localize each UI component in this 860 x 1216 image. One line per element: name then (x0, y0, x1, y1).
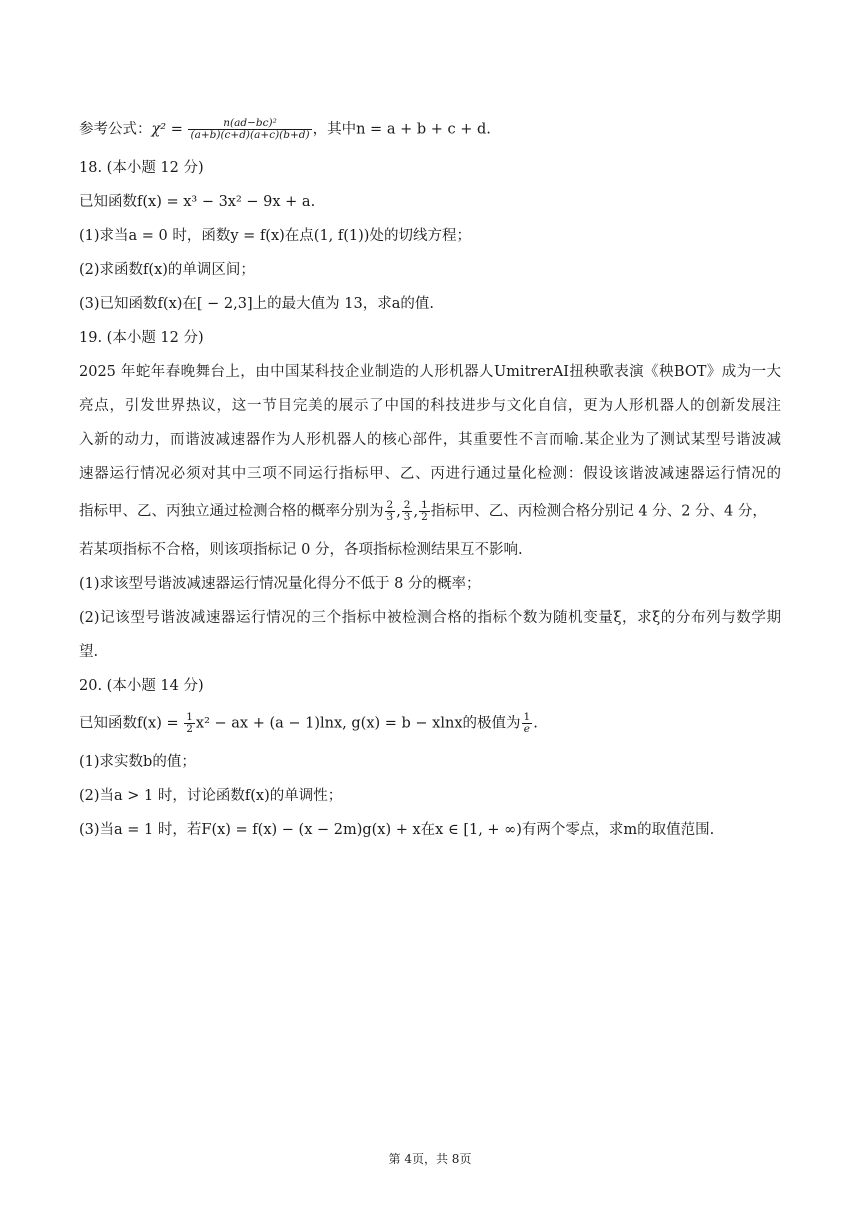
q19-part2-continuation: 望. (79, 644, 99, 660)
q19-heading: 19. (本小题 12 分) (79, 330, 204, 346)
q19-part2: (2)记该型号谐波减速器运行情况的三个指标中被检测合格的指标个数为随机变量ξ，求ξ的分布列与数学期 (79, 610, 781, 626)
page-footer: 第 4页，共 8页 (388, 1152, 472, 1166)
fraction-numerator: 2 (386, 499, 394, 511)
q19-line6: 若某项指标不合格，则该项指标记 0 分，各项指标检测结果互不影响. (79, 542, 523, 558)
q19-line3: 入新的动力，而谐波减速器作为人形机器人的核心部件，其重要性不言而喻.某企业为了测试某型号谐波减 (79, 432, 781, 448)
q18-part3: (3)已知函数f(x)在[ − 2,3]上的最大值为 13，求a的值. (79, 296, 434, 312)
fraction-denominator: 2 (186, 723, 193, 735)
one-over-e-fraction (522, 712, 533, 735)
q19-line5-text-b: 指标甲、乙、丙检测合格分别记 4 分、2 分、4 分， (430, 503, 767, 520)
q19-line5: 指标甲、乙、丙独立通过检测合格的概率分别为 $\frac{2}{3}$ , $\frac{2}{3}$ , $\frac{1}{2}$ 指标甲、乙、丙检测合格分别记 4 分、2 分、4 分， (79, 499, 767, 523)
fraction-numerator: 1 (186, 711, 193, 723)
fraction-denominator: 3 (386, 511, 394, 523)
q20-stem-end: . (533, 715, 538, 732)
fraction-numerator: 2 (403, 499, 411, 511)
fraction-denominator: e (523, 723, 530, 735)
reference-formula (79, 118, 491, 141)
q19-line2: 亮点，引发世界热议，这一节目完美的展示了中国的科技进步与文化自信，更为人形机器人的创新发展注 (79, 398, 781, 414)
fraction-denominator: 2 (421, 511, 428, 523)
q19-line1: 2025 年蛇年春晚舞台上，由中国某科技企业制造的人形机器人UmitrerAI扭秧歌表演《秧BOT》成为一大 (79, 364, 781, 380)
formula-suffix: ，其中n = a + b + c + d. (312, 121, 491, 138)
q20-heading: 20. (本小题 14 分) (79, 678, 204, 694)
q19-line5-text-a: 指标甲、乙、丙独立通过检测合格的概率分别为 (79, 503, 384, 520)
fraction-numerator: 1 (523, 711, 531, 723)
prob-fraction-3 (419, 500, 430, 523)
fraction-numerator: 1 (421, 499, 428, 511)
q20-stem-text-a: 已知函数f(x) = (79, 715, 184, 732)
q18-heading: 18. (本小题 12 分) (79, 160, 204, 176)
formula-prefix: 参考公式： (79, 121, 152, 138)
q18-part2: (2)求函数f(x)的单调区间； (79, 262, 255, 278)
q20-part2: (2)当a > 1 时，讨论函数f(x)的单调性； (79, 788, 343, 804)
prob-fraction-1 (385, 500, 396, 523)
half-fraction (184, 712, 195, 735)
q20-stem-text-b: x² − ax + (a − 1)lnx, g(x) = b − xlnx的极值为 (195, 715, 521, 732)
q20-part1: (1)求实数b的值； (79, 754, 196, 770)
prob-fraction-2 (402, 500, 413, 523)
q20-stem (79, 712, 538, 735)
chi-square-fraction (188, 118, 311, 141)
q18-stem: 已知函数f(x) = x³ − 3x² − 9x + a. (79, 194, 316, 210)
q19-line4: 速器运行情况必须对其中三项不同运行指标甲、乙、丙进行通过量化检测：假设该谐波减速器运行情况的 (79, 466, 781, 482)
fraction-numerator: n(ad−bc)² (188, 118, 311, 130)
fraction-denominator: (a+b)(c+d)(a+c)(b+d) (190, 129, 310, 141)
formula-lhs: χ² = (151, 121, 188, 138)
q20-part3: (3)当a = 1 时，若F(x) = f(x) − (x − 2m)g(x) + x在x ∈ [1, + ∞)有两个零点，求m的取值范围. (79, 822, 715, 838)
q19-part1: (1)求该型号谐波减速器运行情况量化得分不低于 8 分的概率； (79, 576, 481, 592)
q18-part1: (1)求当a = 0 时，函数y = f(x)在点(1, f(1))处的切线方程； (79, 228, 471, 244)
fraction-denominator: 3 (403, 511, 411, 523)
